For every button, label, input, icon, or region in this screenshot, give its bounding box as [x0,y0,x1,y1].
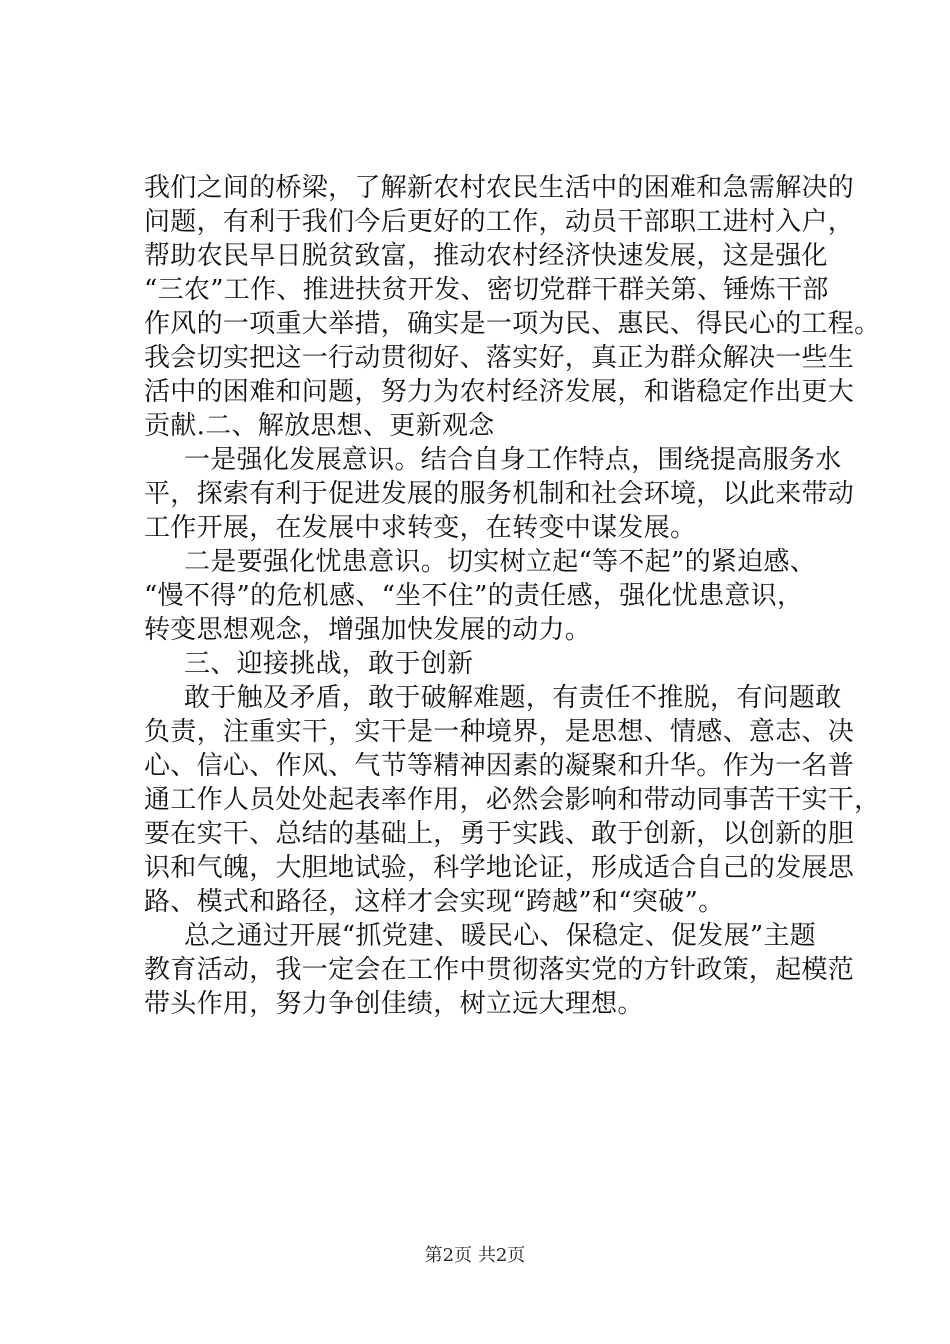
text-line: 识和气魄，大胆地试验，科学地论证，形成适合自己的发展思 [144,853,855,883]
text-line: 活中的困难和问题，努力为农村经济发展，和谐稳定作出更大 [144,377,855,407]
paragraph-start-line: 总之通过开展“抓党建、暖民心、保稳定、促发展”主题 [184,921,817,951]
text-line: 平，探索有利于促进发展的服务机制和社会环境，以此来带动 [144,479,855,509]
paragraph-start-line: 敢于触及矛盾，敢于破解难题，有责任不推脱，有问题敢 [184,683,842,713]
text-line: 路、模式和路径，这样才会实现“跨越”和“突破”。 [144,887,725,917]
text-line: “慢不得”的危机感、“坐不住”的责任感，强化忧患意识， [144,581,804,611]
paragraph-start-line: 一是强化发展意识。结合自身工作特点，围绕提高服务水 [184,445,842,475]
text-line: 我们之间的桥梁，了解新农村农民生活中的困难和急需解决的 [144,173,855,203]
page-footer: 第2页 共2页 [424,1245,526,1266]
text-line: 工作开展，在发展中求转变，在转变中谋发展。 [144,513,697,543]
text-line: 问题，有利于我们今后更好的工作，动员干部职工进村入户， [144,207,855,237]
section-heading-line: 贡献.二、解放思想、更新观念 [144,411,495,441]
text-line: 帮助农民早日脱贫致富，推动农村经济快速发展，这是强化 [144,241,828,271]
paragraph-start-line: 二是要强化忧患意识。切实树立起“等不起”的紧迫感、 [184,547,817,577]
text-line: 我会切实把这一行动贯彻好、落实好，真正为群众解决一些生 [144,343,855,373]
text-line: 负责，注重实干，实干是一种境界，是思想、情感、意志、决 [144,717,855,747]
text-line: 带头作用，努力争创佳绩，树立远大理想。 [144,989,644,1019]
text-line: 通工作人员处处起表率作用，必然会影响和带动同事苦干实干， [144,785,881,815]
text-line: 作风的一项重大举措，确实是一项为民、惠民、得民心的工程。 [144,309,881,339]
text-line: 心、信心、作风、气节等精神因素的凝聚和升华。作为一名普 [144,751,855,781]
text-line: “三农”工作、推进扶贫开发、密切党群干群关第、锤炼干部 [144,275,829,305]
text-line: 教育活动，我一定会在工作中贯彻落实党的方针政策，起模范 [144,955,855,985]
text-line: 要在实干、总结的基础上，勇于实践、敢于创新，以创新的胆 [144,819,855,849]
text-line: 转变思想观念，增强加快发展的动力。 [144,615,592,645]
section-heading: 三、迎接挑战，敢于创新 [184,649,474,679]
